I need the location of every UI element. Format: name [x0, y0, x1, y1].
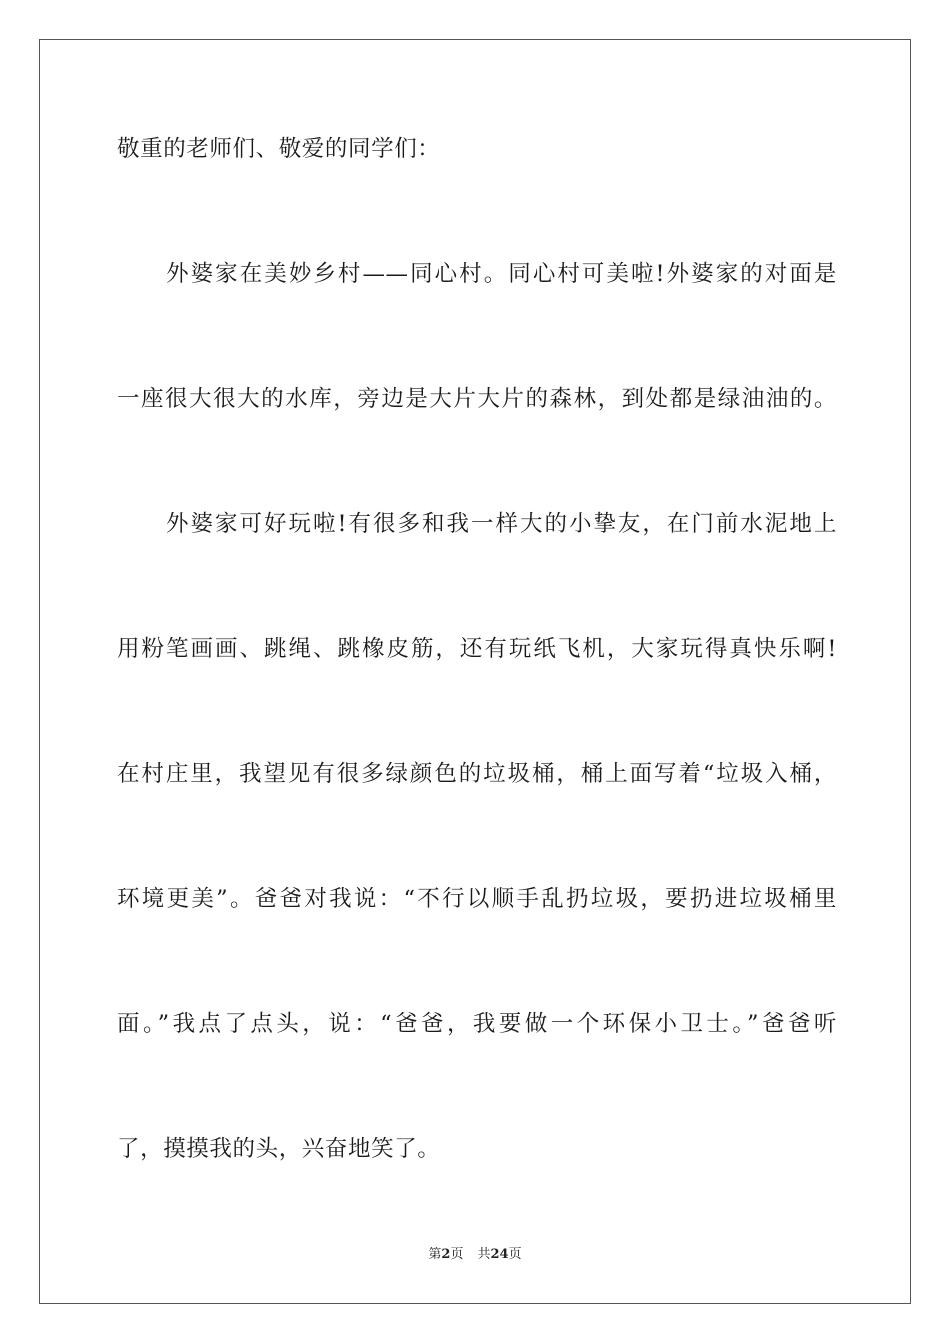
paragraph-line-6: 环境更美”。爸爸对我说：“不行以顺手乱扔垃圾，要扔进垃圾桶里 [117, 886, 837, 912]
page-number: 2 [441, 1247, 451, 1262]
page-frame [39, 39, 911, 1304]
total-suffix: 页 [508, 1247, 522, 1262]
paragraph-line-5: 在村庄里，我望见有很多绿颜色的垃圾桶，桶上面写着“垃圾入桶， [117, 761, 837, 787]
paragraph-line-2: 一座很大很大的水库，旁边是大片大片的森林，到处都是绿油油的。 [117, 386, 837, 412]
paragraph-line-3: 外婆家可好玩啦!有很多和我一样大的小挚友，在门前水泥地上 [117, 511, 837, 537]
salutation: 敬重的老师们、敬爱的同学们： [117, 136, 441, 162]
paragraph-line-4: 用粉笔画画、跳绳、跳橡皮筋，还有玩纸飞机，大家玩得真快乐啊! [117, 636, 837, 662]
paragraph-line-7: 面。”我点了点头，说：“爸爸，我要做一个环保小卫士。”爸爸听 [117, 1011, 837, 1037]
paragraph-line-8: 了，摸摸我的头，兴奋地笑了。 [117, 1136, 441, 1162]
page-footer [0, 1246, 950, 1264]
paragraph-line-1: 外婆家在美妙乡村——同心村。同心村可美啦!外婆家的对面是 [117, 261, 837, 287]
total-prefix: 共 [477, 1247, 491, 1262]
page-suffix: 页 [450, 1247, 464, 1262]
total-pages: 24 [490, 1247, 509, 1262]
page-prefix: 第 [428, 1247, 442, 1262]
